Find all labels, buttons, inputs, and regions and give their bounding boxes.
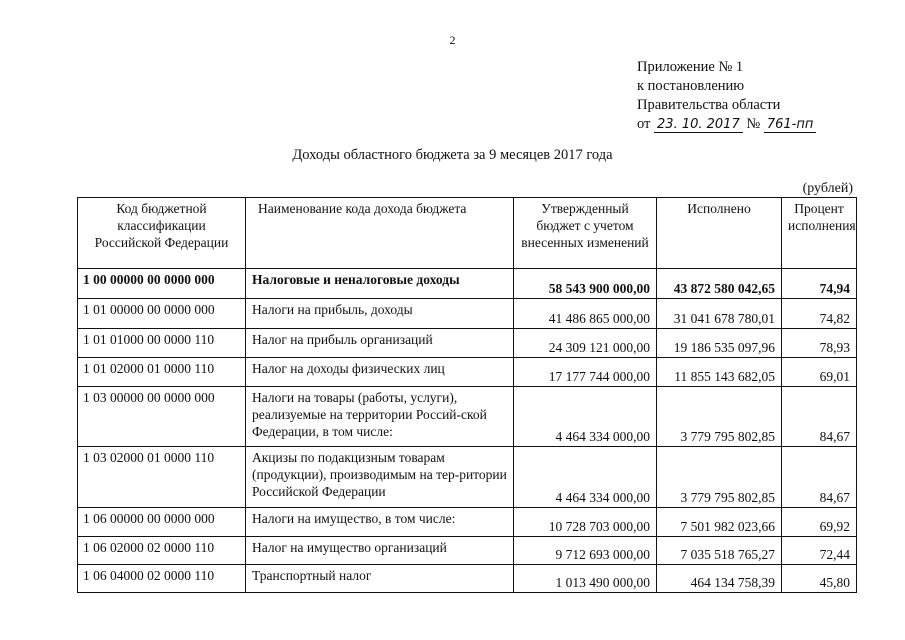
table-row xyxy=(78,387,857,447)
table-row xyxy=(78,329,857,358)
row-name: Налог на прибыль организаций xyxy=(246,329,514,358)
row-percent: 74,94 xyxy=(782,269,857,299)
row-percent: 84,67 xyxy=(782,447,857,508)
row-executed: 31 041 678 780,01 xyxy=(657,299,782,329)
row-code: 1 03 00000 00 0000 000 xyxy=(78,387,246,447)
appendix-block xyxy=(637,58,816,134)
row-name: Налоги на товары (работы, услуги), реализуемые на территории Россий-ской Федерации, в том числе: xyxy=(246,387,514,447)
row-percent: 45,80 xyxy=(782,565,857,593)
header-executed: Исполнено xyxy=(657,198,782,269)
row-name: Налоги на прибыль, доходы xyxy=(246,299,514,329)
row-code: 1 06 04000 02 0000 110 xyxy=(78,565,246,593)
table-row xyxy=(78,565,857,593)
row-executed: 19 186 535 097,96 xyxy=(657,329,782,358)
table-row xyxy=(78,269,857,299)
appendix-line-1: Приложение № 1 xyxy=(637,59,744,75)
header-code: Код бюджетной классификации Российской Федерации xyxy=(78,198,246,269)
row-percent: 78,93 xyxy=(782,329,857,358)
row-approved: 17 177 744 000,00 xyxy=(514,358,657,387)
table-row xyxy=(78,358,857,387)
row-executed: 43 872 580 042,65 xyxy=(657,269,782,299)
row-executed: 11 855 143 682,05 xyxy=(657,358,782,387)
handwritten-date: 23. 10. 2017 xyxy=(654,118,743,133)
row-code: 1 01 01000 00 0000 110 xyxy=(78,329,246,358)
row-executed: 3 779 795 802,85 xyxy=(657,387,782,447)
row-approved: 10 728 703 000,00 xyxy=(514,508,657,537)
appendix-date-line xyxy=(637,115,816,134)
row-name: Транспортный налог xyxy=(246,565,514,593)
row-name: Налоговые и неналоговые доходы xyxy=(246,269,514,299)
row-approved: 24 309 121 000,00 xyxy=(514,329,657,358)
unit-label: (рублей) xyxy=(802,181,853,196)
row-percent: 72,44 xyxy=(782,537,857,565)
row-name: Налоги на имущество, в том числе: xyxy=(246,508,514,537)
handwritten-number: 761-пп xyxy=(764,118,817,133)
row-approved: 4 464 334 000,00 xyxy=(514,387,657,447)
appendix-line-3: Правительства области xyxy=(637,97,781,113)
row-executed: 7 501 982 023,66 xyxy=(657,508,782,537)
row-code: 1 01 00000 00 0000 000 xyxy=(78,299,246,329)
number-label: № xyxy=(746,116,761,132)
from-label: от xyxy=(637,116,651,132)
row-approved: 41 486 865 000,00 xyxy=(514,299,657,329)
row-name: Акцизы по подакцизным товарам (продукции), производимым на тер-ритории Российской Федерации xyxy=(246,447,514,508)
row-code: 1 01 02000 01 0000 110 xyxy=(78,358,246,387)
table-row xyxy=(78,508,857,537)
header-name: Наименование кода дохода бюджета xyxy=(246,198,514,269)
row-approved: 1 013 490 000,00 xyxy=(514,565,657,593)
row-approved: 4 464 334 000,00 xyxy=(514,447,657,508)
document-title: Доходы областного бюджета за 9 месяцев 2017 года xyxy=(292,147,613,163)
header-approved: Утвержденный бюджет с учетом внесенных изменений xyxy=(514,198,657,269)
appendix-line-2: к постановлению xyxy=(637,78,745,94)
table-header-row xyxy=(78,198,857,269)
row-executed: 7 035 518 765,27 xyxy=(657,537,782,565)
table-row xyxy=(78,537,857,565)
row-code: 1 03 02000 01 0000 110 xyxy=(78,447,246,508)
row-name: Налог на имущество организаций xyxy=(246,537,514,565)
row-executed: 3 779 795 802,85 xyxy=(657,447,782,508)
header-percent: Процент исполнения xyxy=(782,198,857,269)
page-number: 2 xyxy=(449,33,456,47)
revenue-table xyxy=(77,197,857,593)
row-percent: 69,92 xyxy=(782,508,857,537)
row-executed: 464 134 758,39 xyxy=(657,565,782,593)
row-approved: 58 543 900 000,00 xyxy=(514,269,657,299)
row-name: Налог на доходы физических лиц xyxy=(246,358,514,387)
table-row xyxy=(78,299,857,329)
row-percent: 69,01 xyxy=(782,358,857,387)
row-approved: 9 712 693 000,00 xyxy=(514,537,657,565)
table-row xyxy=(78,447,857,508)
row-code: 1 06 00000 00 0000 000 xyxy=(78,508,246,537)
row-code: 1 06 02000 02 0000 110 xyxy=(78,537,246,565)
row-percent: 84,67 xyxy=(782,387,857,447)
row-percent: 74,82 xyxy=(782,299,857,329)
row-code: 1 00 00000 00 0000 000 xyxy=(78,269,246,299)
